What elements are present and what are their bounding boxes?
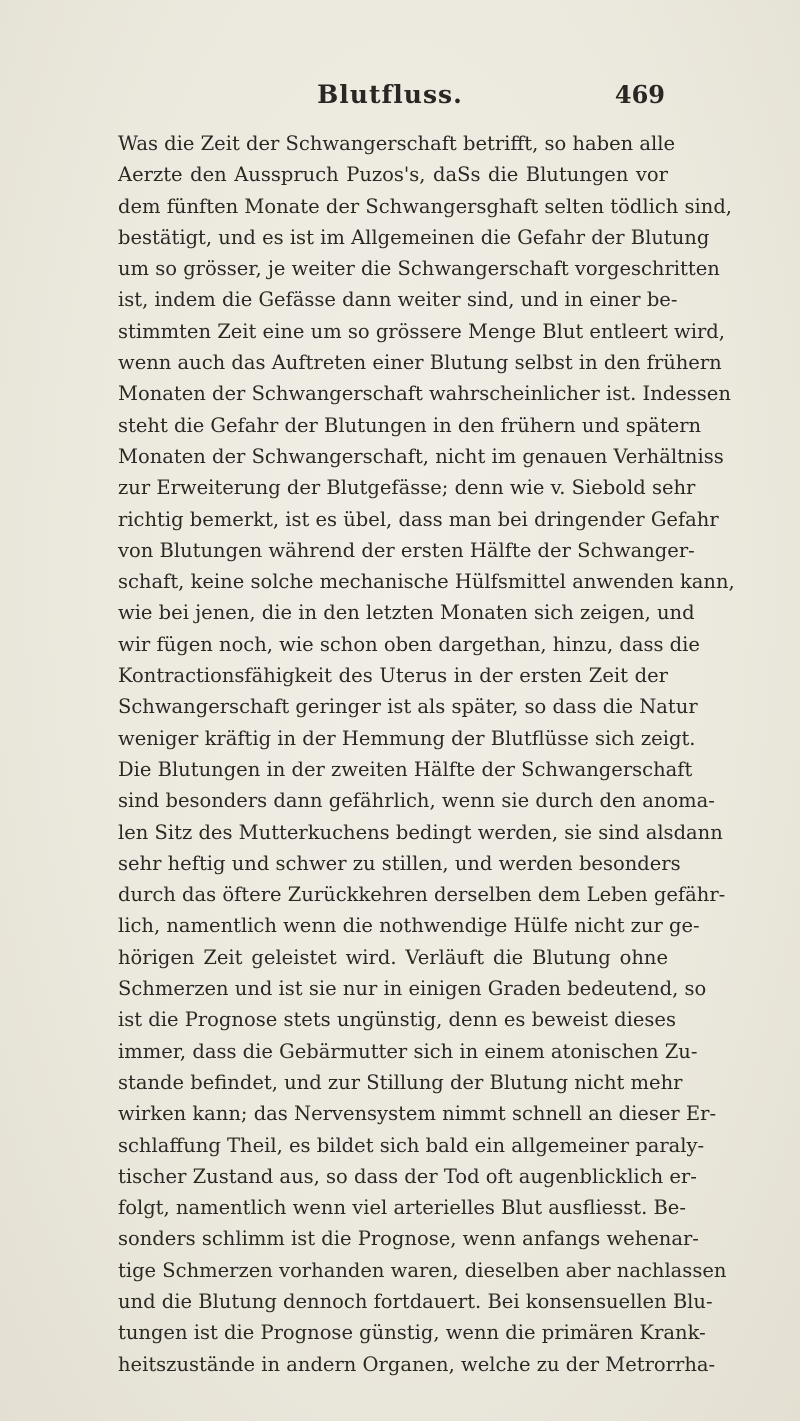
text-line: lich, namentlich wenn die nothwendige Hülfe nicht zur ge- — [118, 914, 700, 938]
body-text — [118, 128, 735, 1380]
text-line: Kontractionsfähigkeit des Uterus in der ersten Zeit der — [118, 664, 668, 688]
text-line: tischer Zustand aus, so dass der Tod oft augenblicklich er- — [118, 1164, 697, 1188]
text-line: Was die Zeit der Schwangerschaft betrifft, so haben alle — [118, 132, 676, 155]
text-line: weniger kräftig in der Hemmung der Blutflüsse sich zeigt. — [118, 726, 696, 750]
text-line: sind besonders dann gefährlich, wenn sie durch den anoma- — [118, 789, 715, 813]
text-line: stimmten Zeit eine um so grössere Menge Blut entleert wird, — [118, 319, 725, 343]
text-line: Schmerzen und ist sie nur in einigen Graden bedeutend, so — [118, 977, 707, 1001]
text-line: zur Erweiterung der Blutgefässe; denn wie v. Siebold sehr — [118, 476, 696, 500]
text-line: von Blutungen während der ersten Hälfte der Schwanger- — [118, 538, 695, 562]
text-line: steht die Gefahr der Blutungen in den frühern und spätern — [118, 413, 702, 437]
text-line: tungen ist die Prognose günstig, wenn die primären Krank- — [118, 1321, 706, 1345]
text-line: richtig bemerkt, ist es übel, dass man bei dringender Gefahr — [118, 507, 719, 531]
text-line: durch das öftere Zurückkehren derselben dem Leben gefähr- — [118, 883, 726, 907]
text-line: hörigen Zeit geleistet wird. Verläuft die Blutung ohne — [118, 945, 668, 969]
text-line: wie bei jenen, die in den letzten Monaten sich zeigen, und — [118, 601, 695, 625]
text-line: dem fünften Monate der Schwangersghaft selten tödlich sind, — [118, 194, 733, 218]
text-line: um so grösser, je weiter die Schwangerschaft vorgeschritten — [118, 257, 720, 281]
text-line: sehr heftig und schwer zu stillen, und werden besonders — [118, 851, 681, 875]
text-line: Monaten der Schwangerschaft wahrscheinlicher ist. Indessen — [118, 382, 731, 406]
text-line: stande befindet, und zur Stillung der Blutung nicht mehr — [118, 1070, 683, 1094]
text-line: len Sitz des Mutterkuchens bedingt werden, sie sind alsdann — [118, 820, 723, 844]
page-header — [115, 80, 665, 120]
text-line: ist, indem die Gefässe dann weiter sind, und in einer be- — [118, 288, 678, 312]
running-title: Blutfluss. — [317, 80, 463, 109]
text-line: Schwangerschaft geringer ist als später, so dass die Natur — [118, 695, 698, 719]
text-line: wirken kann; das Nervensystem nimmt schnell an dieser Er- — [118, 1102, 717, 1126]
text-line: sonders schlimm ist die Prognose, wenn anfangs wehenar- — [118, 1227, 699, 1251]
text-line: wenn auch das Auftreten einer Blutung selbst in den frühern — [118, 351, 722, 375]
text-line: immer, dass die Gebärmutter sich in einem atonischen Zu- — [118, 1039, 698, 1063]
text-line: folgt, namentlich wenn viel arterielles Blut ausfliesst. Be- — [118, 1196, 686, 1220]
text-line: tige Schmerzen vorhanden waren, dieselben aber nachlassen — [118, 1258, 727, 1282]
text-line: Monaten der Schwangerschaft, nicht im genauen Verhältniss — [118, 444, 724, 468]
text-line: Aerzte den Ausspruch Puzos's, daSs die Blutungen vor — [118, 163, 668, 187]
text-line: und die Blutung dennoch fortdauert. Bei konsensuellen Blu- — [118, 1289, 713, 1313]
text-line: heitszustände in andern Organen, welche zu der Metrorrha- — [118, 1352, 716, 1376]
text-line: bestätigt, und es ist im Allgemeinen die Gefahr der Blutung — [118, 225, 710, 249]
text-line: schaft, keine solche mechanische Hülfsmittel anwenden kann, — [118, 570, 735, 594]
text-line: ist die Prognose stets ungünstig, denn es beweist dieses — [118, 1008, 676, 1032]
page-number: 469 — [614, 80, 665, 109]
text-line: wir fügen noch, wie schon oben dargethan, hinzu, dass die — [118, 632, 700, 656]
text-line: Die Blutungen in der zweiten Hälfte der Schwangerschaft — [118, 757, 693, 781]
text-line: schlaffung Theil, es bildet sich bald ein allgemeiner paraly- — [118, 1133, 705, 1157]
